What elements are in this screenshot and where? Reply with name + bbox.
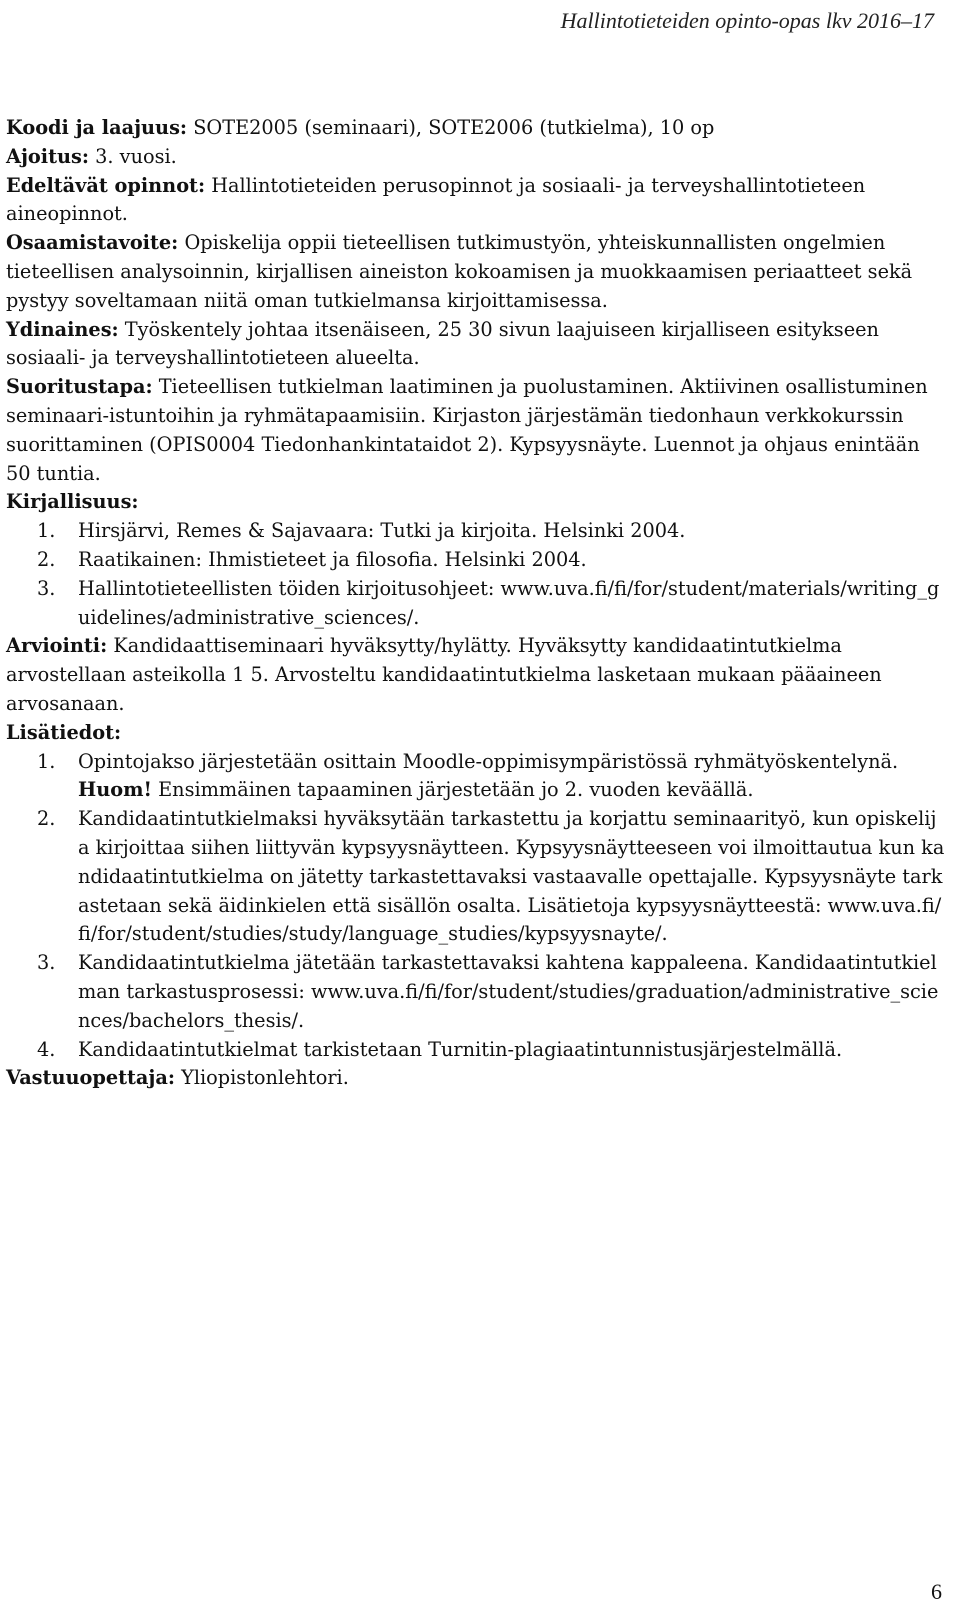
field-value: Tieteellisen tutkielman laatiminen ja puolustaminen. Aktiivinen osallistuminen seminaari-istuntoihin ja ryhmätapaamisiin. Kirjaston järjestämän tiedonhaun verkkokurssin suorittaminen (OPIS0004 Tiedonhankintataidot 2). Kypsyysnäyte. Luennot ja ohjaus enintään 50 tuntia. xyxy=(6,375,928,485)
list-item xyxy=(6,748,946,806)
field-label: Koodi ja laajuus: xyxy=(6,116,188,139)
additional-info-list xyxy=(6,748,946,1065)
field-label: Suoritustapa: xyxy=(6,375,153,399)
field-value: SOTE2005 (seminaari), SOTE2006 (tutkielma), 10 op xyxy=(187,116,715,139)
field-label: Arviointi: xyxy=(6,634,108,658)
item-text: Hallintotieteellisten töiden kirjoitusohjeet: www.uva.fi/fi/for/student/materials/writing_guidelines/administrative_sciences/. xyxy=(78,576,940,629)
additional-info-heading: Lisätiedot: xyxy=(6,720,122,744)
item-text: Hirsjärvi, Remes & Sajavaara: Tutki ja kirjoita. Helsinki 2004. xyxy=(78,519,686,543)
completion-row xyxy=(6,373,946,488)
responsible-teacher-row xyxy=(6,1064,946,1093)
item-number: 2. xyxy=(37,547,56,571)
core-content-row xyxy=(6,316,946,374)
list-item xyxy=(6,575,946,633)
code-row xyxy=(6,114,946,143)
item-text: Kandidaatintutkielma jätetään tarkastettavaksi kahtena kappaleena. Kandidaatintutkielman tarkastusprosessi: www.uva.fi/fi/for/student/studies/graduation/administrative_sciences/bachelors_thesis/. xyxy=(78,951,939,1032)
field-label: Osaamistavoite: xyxy=(6,231,179,255)
field-value: Työskentely johtaa itsenäiseen, 25 30 sivun laajuiseen kirjalliseen esitykseen sosiaali- ja terveyshallintotieteen alueelta. xyxy=(6,317,879,370)
field-label: Vastuuopettaja: xyxy=(6,1066,175,1090)
field-label: Ydinaines: xyxy=(6,317,119,341)
item-number: 4. xyxy=(37,1037,56,1061)
field-label: Edeltävät opinnot: xyxy=(6,173,206,197)
list-item xyxy=(6,805,946,949)
list-item xyxy=(6,1036,946,1065)
list-item xyxy=(6,546,946,575)
learning-outcomes-row xyxy=(6,229,946,315)
list-item xyxy=(6,517,946,546)
assessment-row xyxy=(6,632,946,718)
list-item xyxy=(6,949,946,1035)
field-value: Yliopistonlehtori. xyxy=(174,1066,349,1090)
item-text: Raatikainen: Ihmistieteet ja filosofia. Helsinki 2004. xyxy=(78,547,587,571)
field-value: Hallintotieteiden perusopinnot ja sosiaali- ja terveyshallintotieteen aineopinnot. xyxy=(6,173,866,226)
item-number: 2. xyxy=(37,807,56,831)
field-value: Opiskelija oppii tieteellisen tutkimustyön, yhteiskunnallisten ongelmien tieteellisen analysoinnin, kirjallisen aineiston kokoamisen ja muokkaamisen periaatteet sekä pystyy soveltamaan niitä oman tutkielmansa kirjoittamisessa. xyxy=(6,231,913,312)
field-label: Ajoitus: xyxy=(6,144,90,168)
field-value: Kandidaattiseminaari hyväksytty/hylätty. Hyväksytty kandidaatintutkielma arvostellaan asteikolla 1 5. Arvosteltu kandidaatintutkielma lasketaan mukaan pääaineen arvosanaan. xyxy=(6,634,882,715)
item-number: 3. xyxy=(37,951,56,975)
field-value: 3. vuosi. xyxy=(89,144,177,168)
prerequisites-row xyxy=(6,172,946,230)
item-text: Opintojakso järjestetään osittain Moodle-oppimisympäristössä ryhmätyöskentelynä. xyxy=(78,749,899,773)
timing-row xyxy=(6,143,946,172)
item-number: 3. xyxy=(37,576,56,600)
course-description xyxy=(6,114,946,1093)
running-header: Hallintotieteiden opinto-opas lkv 2016–17 xyxy=(560,8,934,33)
item-emphasis: Huom! xyxy=(78,778,152,802)
item-text: Kandidaatintutkielmat tarkistetaan Turnitin-plagiaatintunnistusjärjestelmällä. xyxy=(78,1037,843,1061)
item-number: 1. xyxy=(37,749,56,773)
item-text-tail: Ensimmäinen tapaaminen järjestetään jo 2. vuoden keväällä. xyxy=(151,778,754,802)
item-number: 1. xyxy=(37,519,56,543)
item-text: Kandidaatintutkielmaksi hyväksytään tarkastettu ja korjattu seminaarityö, kun opiskelija kirjoittaa siihen liittyvän kypsyysnäytteen. Kypsyysnäytteeseen voi ilmoittautua kun kandidaatintutkielma on jätetty tarkastettavaksi vastaavalle opettajalle. Kypsyysnäyte tarkastetaan sekä äidinkielen että sisällön osalta. Lisätietoja kypsyysnäytteestä: www.uva.fi/fi/for/student/studies/study/language_studies/kypsyysnayte/. xyxy=(78,807,945,946)
page-number: 6 xyxy=(931,1579,942,1604)
literature-heading: Kirjallisuus: xyxy=(6,490,139,514)
literature-list xyxy=(6,517,946,632)
